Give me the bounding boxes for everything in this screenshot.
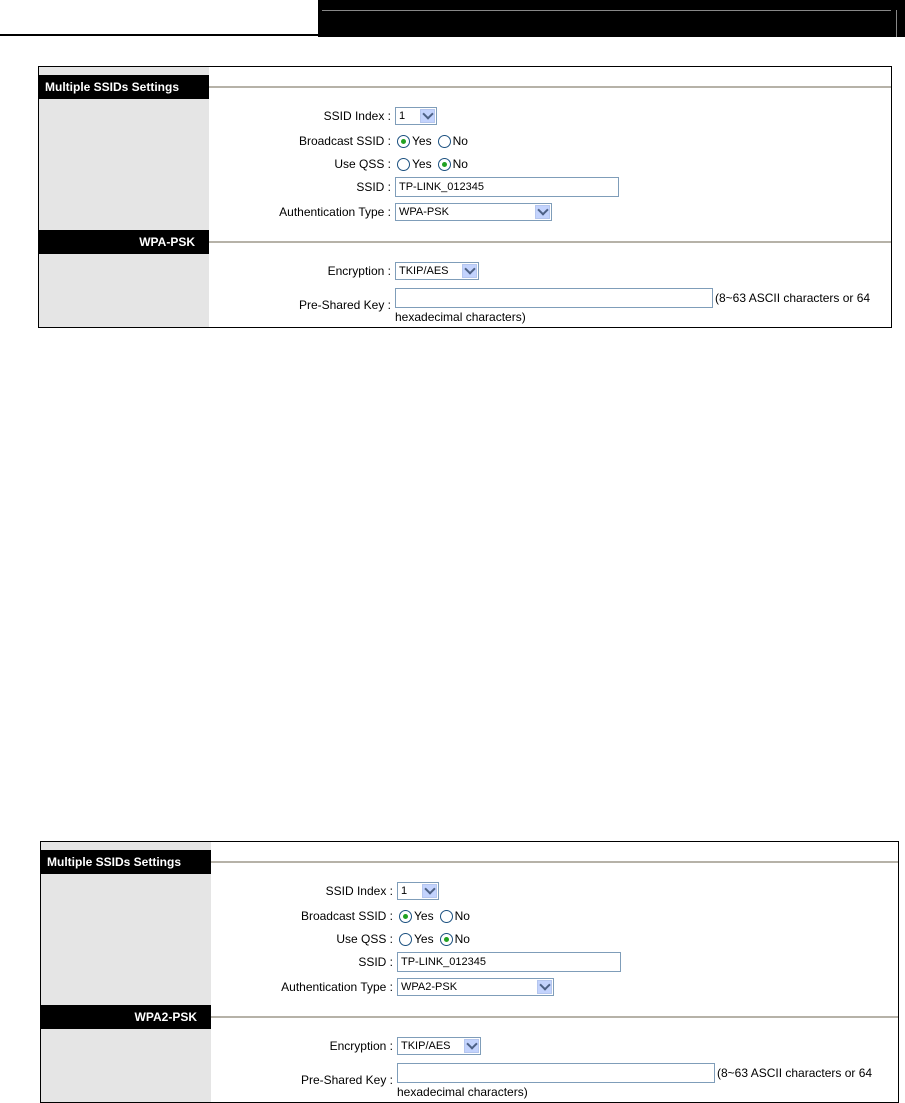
left-column: [39, 67, 209, 327]
ssid-index-label: SSID Index :: [323, 109, 391, 123]
section-divider: [209, 241, 891, 243]
use-qss-row: [211, 928, 898, 950]
ssid-label: SSID :: [358, 955, 393, 969]
broadcast-yes-label: Yes: [412, 134, 432, 148]
auth-type-row: [211, 976, 898, 998]
broadcast-ssid-label: Broadcast SSID :: [300, 909, 393, 923]
ssid-label: SSID :: [356, 180, 391, 194]
section-divider: [211, 861, 898, 863]
qss-yes-radio[interactable]: [399, 933, 412, 946]
section-divider: [211, 1016, 898, 1018]
auth-type-select[interactable]: [395, 203, 552, 221]
broadcast-yes-radio[interactable]: [399, 910, 412, 923]
ssid-index-label: SSID Index :: [325, 884, 393, 898]
auth-type-select[interactable]: [397, 978, 554, 996]
ssid-row: [209, 176, 891, 198]
chevron-down-icon[interactable]: [537, 980, 552, 994]
header-bar: [318, 0, 905, 37]
header-bar-line: [322, 10, 891, 11]
broadcast-ssid-label: Broadcast SSID :: [298, 134, 391, 148]
section-title-multiple-ssids: Multiple SSIDs Settings: [39, 75, 209, 99]
qss-no-label: No: [452, 157, 468, 171]
encryption-select[interactable]: [397, 1037, 481, 1055]
ssid-index-row: [209, 105, 891, 127]
encryption-select[interactable]: [395, 262, 479, 280]
qss-no-radio[interactable]: [440, 933, 453, 946]
psk-hint-line1: (8~63 ASCII characters or 64: [715, 291, 871, 305]
chevron-down-icon[interactable]: [535, 205, 550, 219]
pre-shared-key-label: Pre-Shared Key :: [300, 1073, 393, 1087]
encryption-row: [211, 1035, 898, 1057]
pre-shared-key-input[interactable]: [395, 288, 713, 308]
header-left-rule: [0, 34, 318, 36]
qss-no-radio[interactable]: [438, 158, 451, 171]
ssid-index-select[interactable]: [397, 882, 439, 900]
ssid-index-select[interactable]: [395, 107, 437, 125]
use-qss-row: [209, 153, 891, 175]
broadcast-no-label: No: [452, 134, 468, 148]
header-bar-tick: [896, 10, 897, 37]
chevron-down-icon[interactable]: [464, 1039, 479, 1053]
auth-type-label: Authentication Type :: [279, 205, 391, 219]
encryption-value: TKIP/AES: [401, 1040, 451, 1052]
broadcast-no-label: No: [454, 909, 470, 923]
pre-shared-key-row: [211, 1062, 898, 1100]
pre-shared-key-input[interactable]: [397, 1063, 715, 1083]
pre-shared-key-label: Pre-Shared Key :: [298, 298, 391, 312]
qss-yes-radio[interactable]: [397, 158, 410, 171]
broadcast-ssid-row: [209, 130, 891, 152]
auth-type-value: WPA-PSK: [399, 206, 449, 218]
psk-hint-line1: (8~63 ASCII characters or 64: [717, 1066, 873, 1080]
auth-type-value: WPA2-PSK: [401, 981, 458, 993]
broadcast-no-radio[interactable]: [440, 910, 453, 923]
qss-no-label: No: [454, 932, 470, 946]
wpa-psk-settings-panel: [38, 66, 892, 328]
wpa2-psk-settings-panel: [40, 841, 899, 1103]
ssid-index-value: 1: [399, 110, 406, 122]
use-qss-label: Use QSS :: [336, 932, 393, 946]
broadcast-no-radio[interactable]: [438, 135, 451, 148]
encryption-value: TKIP/AES: [399, 265, 449, 277]
chevron-down-icon[interactable]: [422, 884, 437, 898]
ssid-row: [211, 951, 898, 973]
section-title-multiple-ssids: Multiple SSIDs Settings: [41, 850, 211, 874]
broadcast-yes-radio[interactable]: [397, 135, 410, 148]
qss-yes-label: Yes: [412, 157, 432, 171]
section-title-security: WPA-PSK: [39, 230, 209, 254]
encryption-label: Encryption :: [327, 264, 391, 278]
ssid-index-row: [211, 880, 898, 902]
pre-shared-key-row: [209, 287, 891, 325]
broadcast-ssid-row: [211, 905, 898, 927]
encryption-row: [209, 260, 891, 282]
left-column: [41, 842, 211, 1102]
ssid-input[interactable]: TP-LINK_012345: [395, 177, 619, 197]
chevron-down-icon[interactable]: [420, 109, 435, 123]
psk-hint-line2: hexadecimal characters): [397, 1085, 528, 1099]
qss-yes-label: Yes: [414, 932, 434, 946]
auth-type-label: Authentication Type :: [281, 980, 393, 994]
section-divider: [209, 86, 891, 88]
psk-hint-line2: hexadecimal characters): [395, 310, 526, 324]
use-qss-label: Use QSS :: [334, 157, 391, 171]
ssid-index-value: 1: [401, 885, 408, 897]
broadcast-yes-label: Yes: [414, 909, 434, 923]
auth-type-row: [209, 201, 891, 223]
section-title-security: WPA2-PSK: [41, 1005, 211, 1029]
encryption-label: Encryption :: [329, 1039, 393, 1053]
chevron-down-icon[interactable]: [462, 264, 477, 278]
ssid-input[interactable]: TP-LINK_012345: [397, 952, 621, 972]
